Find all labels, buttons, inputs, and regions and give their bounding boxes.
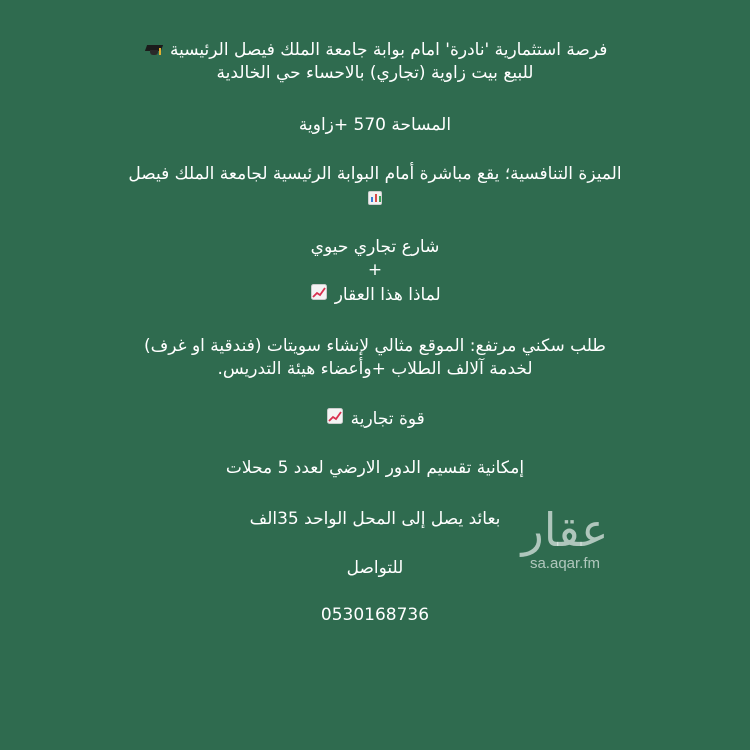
commercial-street-line: شارع تجاري حيوي [310,237,440,257]
advantage-emoji-line [60,187,690,209]
area-line: المساحة 570 +زاوية [298,115,452,135]
watermark-logo: عقار [521,503,609,557]
headline-text: فرصة استثمارية 'نادرة' امام بوابة جامعة الملك فيصل الرئيسية [170,40,608,60]
why-property-text: لماذا هذا العقار [334,285,441,305]
graduation-cap-icon [145,43,163,57]
return-line: بعائد يصل إلى المحل الواحد 35الف [249,509,501,529]
phone-number[interactable]: 0530168736 [320,605,430,625]
chart-increasing-icon [327,408,343,430]
headline-line-1 [60,39,690,61]
advantage-line: الميزة التنافسية؛ يقع مباشرة أمام البوابة الرئيسية لجامعة الملك فيصل [128,164,622,184]
shops-line: إمكانية تقسيم الدور الارضي لعدد 5 محلات [225,458,525,478]
chart-increasing-icon [311,284,327,306]
demand-line-2: لخدمة آلالف الطلاب +وأعضاء هيئة التدريس. [217,359,533,379]
commercial-power-line [60,408,690,430]
why-property-line [60,284,690,306]
commercial-power-text: قوة تجارية [350,409,425,429]
plus-line: + [367,260,383,280]
bar-chart-icon [368,191,382,205]
aqar-watermark [500,505,630,573]
contact-label: للتواصل [346,558,404,578]
demand-line-1: طلب سكني مرتفع: الموقع مثالي لإنشاء سويتات (فندقية او غرف) [144,336,606,356]
headline-line-2: للبيع بيت زاوية (تجاري) بالاحساء حي الخالدية [216,63,534,83]
watermark-url: sa.aqar.fm [529,555,601,572]
